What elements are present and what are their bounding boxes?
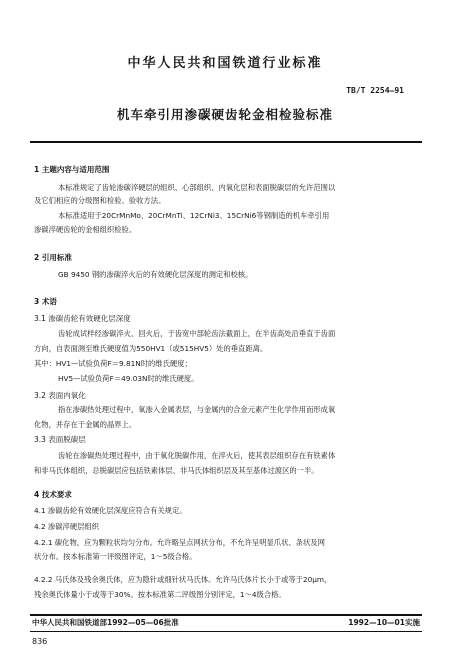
section-1-para-2-line-1: 本标准适用于20CrMnMo、20CrMnTi、12CrNi3、15CrNi6等钢制造的机车牵引用 <box>58 211 330 220</box>
page-number: 836 <box>32 637 48 646</box>
section-1-para-2-line-2: 渗碳淬硬齿轮的金相组织检验。 <box>34 225 137 234</box>
section-3-3-title: 3.3 表面脱碳层 <box>34 435 86 444</box>
section-3-1-title: 3.1 渗碳齿轮有效硬化层深度 <box>34 314 131 323</box>
section-3-heading: 3 术语 <box>34 297 57 306</box>
section-3-2-para-line-2: 化物，并存在于金属的晶界上。 <box>34 420 137 429</box>
section-3-3-para-line-2: 和非马氏体组织，总脱碳层应包括铁素体层、非马氏体组织层及其至基体过渡区的一半。 <box>34 466 319 475</box>
section-4-2-2-line-2: 残余奥氏体量小于或等于30%。按本标准第二评级图分别评定，1～4级合格。 <box>34 590 286 599</box>
section-3-2-para-line-1: 指在渗碳热处理过程中，氧渗入金属表层，与金属内的合金元素产生化学作用而形成氧 <box>58 405 336 414</box>
section-1-para-1-line-1: 本标准规定了齿轮渗碳淬硬层的组织、心部组织、内氧化层和表面脱碳层的允许范围以 <box>58 183 336 192</box>
footer-divider-bottom <box>30 631 422 632</box>
section-4-heading: 4 技术要求 <box>34 490 72 499</box>
section-4-2-2-line-1: 4.2.2 马氏体及残余奥氏体，应为隐针或细针状马氏体。允许马氏体片长小于或等于20μm， <box>34 575 332 584</box>
issuing-body-title: 中华人民共和国铁道行业标准 <box>127 56 323 71</box>
section-3-1-para-line-3: 其中：HV1—试验负荷F＝9.81N时的维氏硬度； <box>34 359 192 368</box>
effective-date: 1992—10—01实施 <box>348 618 420 627</box>
standard-number: TB/T 2254—91 <box>346 86 404 95</box>
section-2-para-1: GB 9450 钢的渗碳淬火后的有效硬化层深度的测定和校核。 <box>58 270 253 279</box>
section-4-2-1-line-1: 4.2.1 碳化物，应为颗粒状均匀分布。允许略呈点网状分布，不允许呈明显爪状、条状及网 <box>34 538 325 547</box>
section-3-1-para-line-2: 方向，自表面测至维氏硬度值为550HV1（或515HV5）处的垂直距离。 <box>34 344 268 353</box>
document-title: 机车牵引用渗碳硬齿轮金相检验标准 <box>116 107 333 122</box>
section-1-para-1-line-2: 及它们相应的分级图和检验、验收方法。 <box>34 196 166 205</box>
section-3-1-para-line-4: HV5—试验负荷F＝49.03N时的维氏硬度。 <box>58 374 199 383</box>
section-3-1-para-line-1: 齿轮成试样经渗碳淬火、回火后，于齿宽中部轮齿法截面上，在半齿高处沿垂直于齿面 <box>58 329 336 338</box>
footer-divider-top <box>30 614 422 616</box>
section-3-2-title: 3.2 表面内氧化 <box>34 391 86 400</box>
section-2-heading: 2 引用标准 <box>34 253 72 262</box>
section-4-1: 4.1 渗碳齿轮有效硬化层深度应符合有关规定。 <box>34 506 187 515</box>
section-1-heading: 1 主题内容与适用范围 <box>34 165 110 174</box>
section-4-2-title: 4.2 渗碳淬硬层组织 <box>34 522 100 531</box>
header-divider <box>30 141 422 143</box>
section-4-2-1-line-2: 状分布。按本标准第一评级图评定，1～5级合格。 <box>34 552 197 561</box>
approval-note: 中华人民共和国铁道部1992—05—06批准 <box>32 618 179 627</box>
section-3-3-para-line-1: 齿轮在渗碳热处理过程中，由于氧化脱碳作用，在淬火后，使其表层组织存在有铁素体 <box>58 451 336 460</box>
